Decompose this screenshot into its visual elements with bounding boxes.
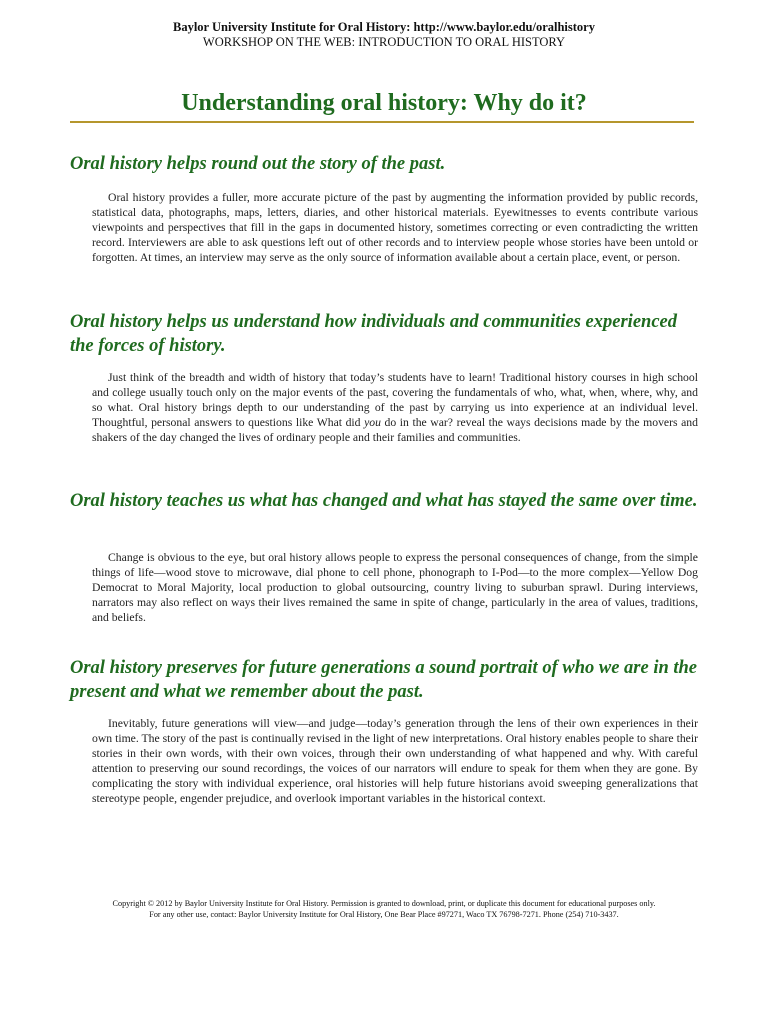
document-header bbox=[0, 20, 768, 50]
section-heading-forces-of-history: Oral history helps us understand how individuals and communities experienced the forces of history. bbox=[70, 312, 677, 356]
section-heading-round-out: Oral history helps round out the story of the past. bbox=[70, 154, 446, 174]
copyright-footer bbox=[60, 898, 708, 920]
section-heading-changed-stayed: Oral history teaches us what has changed and what has stayed the same over time. bbox=[70, 491, 698, 511]
title-divider bbox=[70, 121, 694, 123]
page-title: Understanding oral history: Why do it? bbox=[181, 90, 587, 116]
header-institute-line: Baylor University Institute for Oral History: http://www.baylor.edu/oralhistory bbox=[173, 20, 595, 34]
footer-contact-line: For any other use, contact: Baylor University Institute for Oral History, One Bear Place #97271, Waco TX 76798-7271. Phone (254) 710-3437. bbox=[149, 910, 619, 919]
section-body-changed-stayed: Change is obvious to the eye, but oral history allows people to express the personal consequences of change, from the simple things of life—wood stove to microwave, dial phone to cell phone, phonograph to I-Pod—to the more complex—Yellow Dog Democrat to Moral Majority, local production to global outsourcing, country living to suburban sprawl. During interviews, narrators may also reflect on ways their lives remained the same in spite of change, particularly in the area of values, traditions, and beliefs. bbox=[92, 551, 698, 624]
section-body-sound-portrait: Inevitably, future generations will view—and judge—today’s generation through the lens of their own experiences in their own time. The story of the past is continually revised in the light of new interpretations. Oral history enables people to share their stories in their own words, with their own voices, through their own understanding of what happened and why. With careful attention to preserving our sound recordings, the voices of our narrators will endure to speak for them when they are gone. By complicating the story with individual experience, oral histories will help future historians avoid sweeping generalizations that stereotype people, engender prejudice, and overlook important variables in the historical context. bbox=[92, 717, 698, 805]
section-body-forces-of-history bbox=[92, 370, 698, 445]
footer-copyright-line: Copyright © 2012 by Baylor University Institute for Oral History. Permission is granted to download, print, or duplicate this document for educational purposes only. bbox=[112, 899, 656, 908]
section-heading-sound-portrait: Oral history preserves for future generations a sound portrait of who we are in the present and what we remember about the past. bbox=[70, 658, 698, 702]
body-italic-word: you bbox=[364, 416, 381, 429]
section-body-round-out: Oral history provides a fuller, more accurate picture of the past by augmenting the information provided by public records, statistical data, photographs, maps, letters, diaries, and other historical materials. Eyewitnesses to events contribute various viewpoints and perspectives that fill in the gaps in documented history, sometimes correcting or even contradicting the written record. Interviewers are able to ask questions left out of other records and to interview people whose stories have been untold or forgotten. At times, an interview may serve as the only source of information available about a certain place, event, or person. bbox=[92, 191, 698, 264]
body-text-part: do in the war? reveal the ways decisions made by the movers and shakers of the day changed the lives of ordinary people and their families and communities. bbox=[92, 416, 698, 444]
header-workshop-line: WORKSHOP ON THE WEB: INTRODUCTION TO ORAL HISTORY bbox=[202, 35, 566, 49]
body-text-part: Just think of the breadth and width of history that today’s students have to learn! Traditional history courses in high school and college usually touch only on the major events of the past, covering the fundamentals of who, what, when, where, why, and so what. Oral history brings depth to our understanding of the past by carrying us into experience at an individual level. Thoughtful, personal answers to questions like What did bbox=[92, 371, 698, 429]
